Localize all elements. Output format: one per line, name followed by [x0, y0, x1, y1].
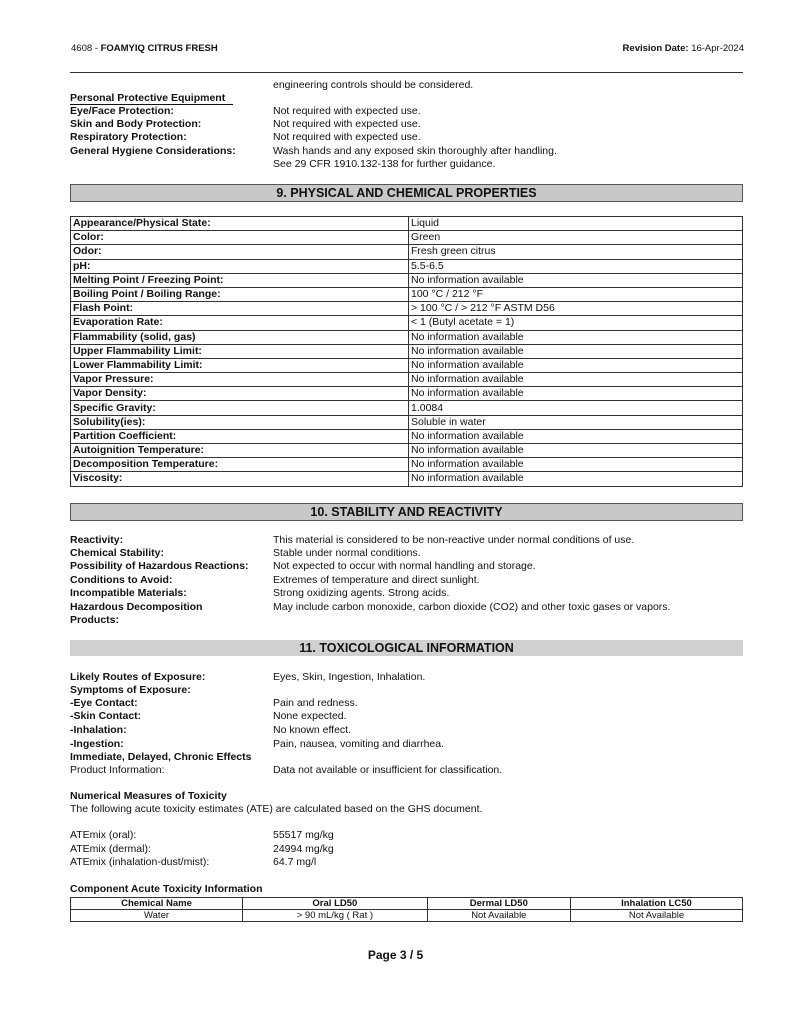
property-name: Viscosity: — [71, 472, 409, 486]
chronic-effects-label: Immediate, Delayed, Chronic Effects — [70, 751, 252, 763]
hygiene-extra: See 29 CFR 1910.132-138 for further guidance. — [273, 158, 496, 170]
property-value: No information available — [409, 444, 743, 458]
table-row — [71, 387, 743, 401]
table-row — [71, 472, 743, 486]
property-name: Vapor Density: — [71, 387, 409, 401]
property-value: No information available — [409, 472, 743, 486]
hazardous-decomposition-value: May include carbon monoxide, carbon dioxide (CO2) and other toxic gases or vapors. — [273, 601, 671, 613]
property-name: Appearance/Physical State: — [71, 217, 409, 231]
property-name: Vapor Pressure: — [71, 373, 409, 387]
property-value: Fresh green citrus — [409, 245, 743, 259]
table-row — [71, 231, 743, 245]
ate-inhalation-label: ATEmix (inhalation-dust/mist): — [70, 856, 210, 868]
hazardous-decomposition-label: Hazardous Decomposition — [70, 601, 203, 613]
table-row — [71, 444, 743, 458]
physical-properties-table — [70, 216, 743, 487]
ate-dermal-label: ATEmix (dermal): — [70, 843, 151, 855]
respiratory-protection-label: Respiratory Protection: — [70, 131, 187, 143]
table-cell: Not Available — [570, 910, 742, 922]
table-row — [71, 217, 743, 231]
col-oral-ld50: Oral LD50 — [243, 898, 428, 910]
property-name: Decomposition Temperature: — [71, 458, 409, 472]
numerical-measures-heading: Numerical Measures of Toxicity — [70, 790, 227, 802]
table-row — [71, 458, 743, 472]
component-toxicity-table — [70, 897, 743, 922]
product-code: 4608 - — [71, 43, 98, 54]
hygiene-label: General Hygiene Considerations: — [70, 145, 236, 157]
section11-title: 11. TOXICOLOGICAL INFORMATION — [70, 640, 743, 656]
property-name: Specific Gravity: — [71, 401, 409, 415]
col-inhalation-lc50: Inhalation LC50 — [570, 898, 742, 910]
property-name: Lower Flammability Limit: — [71, 358, 409, 372]
property-name: pH: — [71, 259, 409, 273]
property-value: Soluble in water — [409, 415, 743, 429]
incompatible-materials-value: Strong oxidizing agents. Strong acids. — [273, 587, 450, 599]
table-cell: Water — [71, 910, 243, 922]
table-row — [71, 358, 743, 372]
property-name: Odor: — [71, 245, 409, 259]
property-value: No information available — [409, 330, 743, 344]
ate-oral-label: ATEmix (oral): — [70, 829, 137, 841]
property-name: Upper Flammability Limit: — [71, 344, 409, 358]
table-row — [71, 287, 743, 301]
property-value: 5.5-6.5 — [409, 259, 743, 273]
skin-protection-value: Not required with expected use. — [273, 118, 421, 130]
col-dermal-ld50: Dermal LD50 — [427, 898, 570, 910]
property-value: No information available — [409, 344, 743, 358]
conditions-to-avoid-label: Conditions to Avoid: — [70, 574, 173, 586]
eye-contact-value: Pain and redness. — [273, 697, 358, 709]
property-value: No information available — [409, 273, 743, 287]
table-row — [71, 429, 743, 443]
property-value: > 100 °C / > 212 °F ASTM D56 — [409, 302, 743, 316]
table-header-row — [71, 898, 743, 910]
property-value: No information available — [409, 373, 743, 387]
section9-title: 9. PHYSICAL AND CHEMICAL PROPERTIES — [70, 184, 743, 202]
header-divider — [70, 72, 743, 73]
skin-contact-value: None expected. — [273, 710, 347, 722]
property-value: 100 °C / 212 °F — [409, 287, 743, 301]
hygiene-value: Wash hands and any exposed skin thoroughly after handling. — [273, 145, 557, 157]
chemical-stability-label: Chemical Stability: — [70, 547, 164, 559]
property-value: Liquid — [409, 217, 743, 231]
symptoms-label: Symptoms of Exposure: — [70, 684, 191, 696]
table-row — [71, 330, 743, 344]
ate-inhalation-value: 64.7 mg/l — [273, 856, 317, 868]
hazardous-reactions-label: Possibility of Hazardous Reactions: — [70, 560, 249, 572]
table-row — [71, 910, 743, 922]
page-number: Page 3 / 5 — [367, 948, 424, 962]
hazardous-decomposition-label-cont: Products: — [70, 614, 120, 626]
table-cell: > 90 mL/kg ( Rat ) — [243, 910, 428, 922]
table-row — [71, 302, 743, 316]
product-info-label: Product Information: — [70, 764, 165, 776]
document-header-product — [71, 43, 218, 54]
ingestion-value: Pain, nausea, vomiting and diarrhea. — [273, 738, 445, 750]
inhalation-label: -Inhalation: — [70, 724, 127, 736]
respiratory-protection-value: Not required with expected use. — [273, 131, 421, 143]
property-value: No information available — [409, 429, 743, 443]
property-value: < 1 (Butyl acetate = 1) — [409, 316, 743, 330]
reactivity-label: Reactivity: — [70, 534, 124, 546]
reactivity-value: This material is considered to be non-reactive under normal conditions of use. — [273, 534, 635, 546]
col-chemical-name: Chemical Name — [71, 898, 243, 910]
section10-title: 10. STABILITY AND REACTIVITY — [70, 503, 743, 521]
ppe-heading: Personal Protective Equipment — [70, 92, 233, 105]
skin-contact-label: -Skin Contact: — [70, 710, 142, 722]
revision-date: 16-Apr-2024 — [691, 43, 744, 54]
section8-continued-text: engineering controls should be considered. — [273, 79, 474, 91]
property-name: Autoignition Temperature: — [71, 444, 409, 458]
table-row — [71, 316, 743, 330]
product-name: FOAMYIQ CITRUS FRESH — [100, 43, 218, 54]
ate-oral-value: 55517 mg/kg — [273, 829, 334, 841]
ingestion-label: -Ingestion: — [70, 738, 124, 750]
eye-protection-label: Eye/Face Protection: — [70, 105, 174, 117]
table-row — [71, 373, 743, 387]
property-name: Solubility(ies): — [71, 415, 409, 429]
property-name: Flammability (solid, gas) — [71, 330, 409, 344]
table-row — [71, 245, 743, 259]
chemical-stability-value: Stable under normal conditions. — [273, 547, 421, 559]
table-row — [71, 259, 743, 273]
eye-protection-value: Not required with expected use. — [273, 105, 421, 117]
incompatible-materials-label: Incompatible Materials: — [70, 587, 187, 599]
property-value: No information available — [409, 387, 743, 401]
property-name: Melting Point / Freezing Point: — [71, 273, 409, 287]
property-name: Partition Coefficient: — [71, 429, 409, 443]
skin-protection-label: Skin and Body Protection: — [70, 118, 202, 130]
property-name: Color: — [71, 231, 409, 245]
eye-contact-label: -Eye Contact: — [70, 697, 138, 709]
document-header-revision — [623, 43, 744, 54]
routes-label: Likely Routes of Exposure: — [70, 671, 206, 683]
property-value: No information available — [409, 458, 743, 472]
property-name: Flash Point: — [71, 302, 409, 316]
product-info-value: Data not available or insufficient for classification. — [273, 764, 503, 776]
inhalation-value: No known effect. — [273, 724, 352, 736]
component-toxicity-heading: Component Acute Toxicity Information — [70, 883, 263, 895]
conditions-to-avoid-value: Extremes of temperature and direct sunlight. — [273, 574, 480, 586]
table-row — [71, 344, 743, 358]
table-cell: Not Available — [427, 910, 570, 922]
numerical-measures-text: The following acute toxicity estimates (ATE) are calculated based on the GHS document. — [70, 803, 483, 815]
table-row — [71, 415, 743, 429]
hazardous-reactions-value: Not expected to occur with normal handling and storage. — [273, 560, 536, 572]
property-value: Green — [409, 231, 743, 245]
property-name: Boiling Point / Boiling Range: — [71, 287, 409, 301]
ate-dermal-value: 24994 mg/kg — [273, 843, 334, 855]
property-value: 1.0084 — [409, 401, 743, 415]
property-name: Evaporation Rate: — [71, 316, 409, 330]
revision-label: Revision Date: — [622, 43, 689, 54]
table-row — [71, 273, 743, 287]
property-value: No information available — [409, 358, 743, 372]
routes-value: Eyes, Skin, Ingestion, Inhalation. — [273, 671, 426, 683]
table-row — [71, 401, 743, 415]
